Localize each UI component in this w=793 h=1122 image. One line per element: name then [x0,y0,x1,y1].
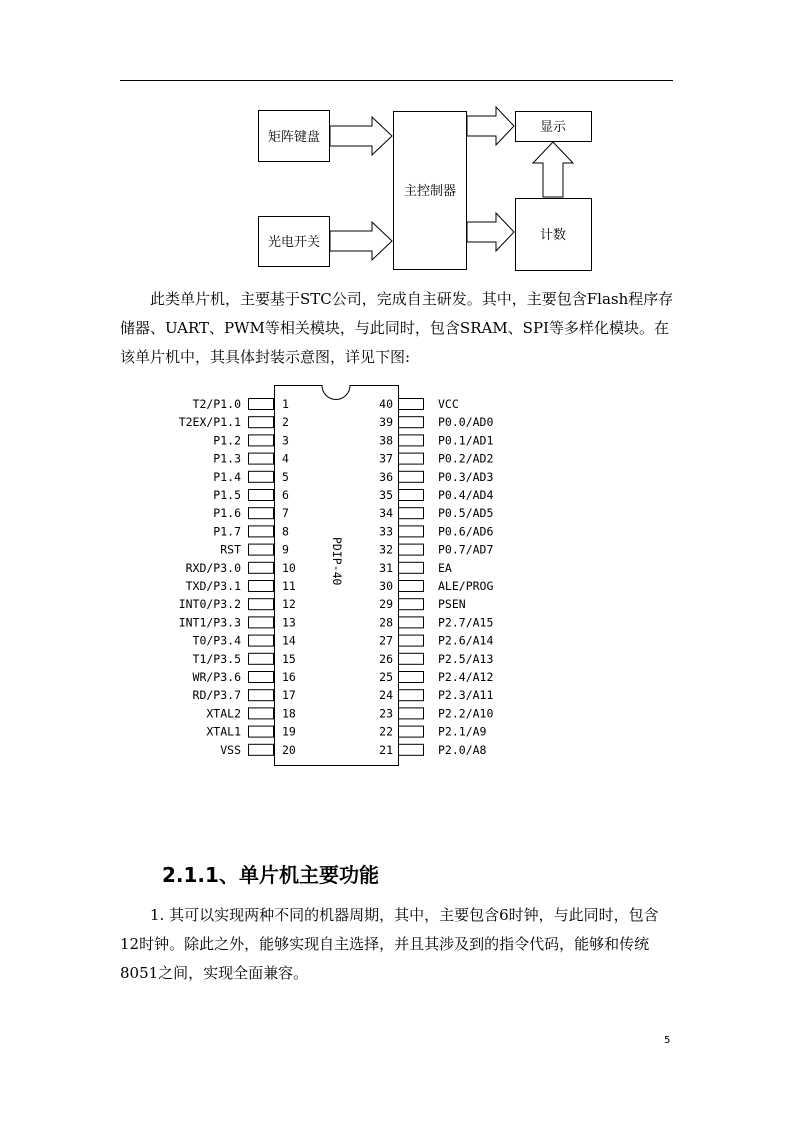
right-pin-label: P2.2/A10 [438,706,494,721]
left-pin-box [249,653,274,664]
right-pin-box [399,508,424,519]
left-pin-label: T1/P3.5 [192,651,241,666]
right-pin-label: P0.1/AD1 [438,433,494,448]
right-pin-number: 31 [379,560,393,575]
right-pin-label: ALE/PROG [438,579,494,593]
right-pin-label: P2.4/A12 [438,670,494,684]
right-pin-label: P0.7/AD7 [438,542,494,557]
right-pin-number: 37 [379,451,393,466]
right-pin-label: P0.2/AD2 [438,451,494,466]
right-pin-number: 24 [379,688,393,703]
right-pin-label: P2.7/A15 [438,615,494,630]
left-pin-box [249,526,274,537]
right-pin-box [399,399,424,410]
left-pin-box [249,581,274,592]
counter-label: 计数 [539,228,567,243]
left-pin-label: T2/P1.0 [192,397,241,411]
left-pin-box [249,435,274,446]
right-pin-box [399,635,424,646]
left-pin-label: TXD/P3.1 [185,579,241,593]
left-pin-number: 17 [282,688,296,703]
left-pin-box [249,453,274,464]
left-pin-box [249,635,274,646]
right-pin-number: 35 [379,488,393,502]
left-pin-label: RD/P3.7 [192,688,241,703]
left-pin-number: 11 [282,579,296,593]
left-pin-number: 18 [282,706,296,721]
right-pin-number: 36 [379,469,393,484]
right-pin-box [399,526,424,537]
right-pin-label: P2.6/A14 [438,633,494,648]
left-pin-label: WR/P3.6 [192,670,241,684]
left-pin-label: P1.4 [213,469,241,484]
right-pin-box [399,726,424,737]
left-pin-label: XTAL1 [206,724,241,739]
right-pin-number: 32 [379,542,393,557]
right-pin-box [399,544,424,555]
right-pin-label: P2.0/A8 [438,742,487,757]
right-pin-label: PSEN [438,597,466,612]
left-pin-label: T2EX/P1.1 [178,415,241,430]
package-label: PDIP-40 [330,537,344,586]
right-pin-number: 27 [379,633,393,648]
right-pin-box [399,653,424,664]
right-pin-box [399,599,424,610]
left-pin-label: RXD/P3.0 [185,560,241,575]
left-pin-number: 10 [282,560,296,575]
right-pin-label: P2.3/A11 [438,688,494,703]
left-pin-label: P1.2 [213,433,241,448]
left-pin-number: 8 [282,524,289,539]
right-pin-number: 29 [379,597,393,612]
left-pin-number: 9 [282,542,289,557]
left-pin-box [249,399,274,410]
left-pin-box [249,726,274,737]
right-pin-box [399,690,424,701]
left-pin-label: P1.3 [213,451,241,466]
left-pin-number: 2 [282,415,289,430]
right-pin-label: VCC [438,397,459,411]
right-pin-box [399,435,424,446]
right-pin-number: 22 [379,724,393,739]
left-pin-box [249,690,274,701]
section-heading: 2.1.1、单片机主要功能 [162,863,379,887]
right-pin-number: 28 [379,615,393,630]
left-pin-label: VSS [220,742,241,757]
right-pin-number: 23 [379,706,393,721]
right-pin-label: P0.0/AD0 [438,415,494,430]
right-pin-box [399,581,424,592]
left-pin-box [249,471,274,482]
right-pin-label: P2.5/A13 [438,651,494,666]
left-pin-number: 1 [282,397,289,411]
left-pin-box [249,599,274,610]
right-pin-box [399,708,424,719]
right-pin-label: P0.3/AD3 [438,469,494,484]
controller-label: 主控制器 [403,184,457,199]
left-pin-label: P1.5 [213,488,241,502]
left-pin-label: P1.6 [213,506,241,521]
right-pin-box [399,490,424,501]
left-pin-number: 13 [282,615,296,630]
left-pin-box [249,490,274,501]
display-label: 显示 [539,120,567,135]
body-paragraph-2 [120,901,676,988]
left-pin-label: XTAL2 [206,706,241,721]
left-pin-box [249,744,274,755]
left-pin-number: 14 [282,633,296,648]
right-pin-number: 30 [379,579,393,593]
para1-text: 此类单片机，主要基于STC公司，完成自主研发。其中，主要包含Flash程序存储器、UART、PWM等相关模块，与此同时，包含SRAM、SPI等多样化模块。在该单片机中，其具体封装示意图，详见下图: [120,290,674,366]
right-pin-number: 38 [379,433,393,448]
left-pin-number: 3 [282,433,289,448]
left-pin-box [249,617,274,628]
left-pin-box [249,544,274,555]
right-pin-number: 25 [379,670,393,684]
right-pin-number: 40 [379,397,393,411]
right-pin-box [399,562,424,573]
left-pin-box [249,562,274,573]
sensor-label: 光电开关 [267,235,321,250]
left-pin-box [249,417,274,428]
left-pin-number: 6 [282,488,289,502]
left-pin-box [249,672,274,683]
right-pin-box [399,744,424,755]
right-pin-label: P0.4/AD4 [438,488,494,502]
right-pin-number: 34 [379,506,393,521]
right-pin-box [399,672,424,683]
left-pin-number: 12 [282,597,296,612]
left-pin-label: P1.7 [213,524,241,539]
right-pin-box [399,417,424,428]
keypad-label: 矩阵键盘 [267,130,321,145]
left-pin-label: T0/P3.4 [192,633,241,648]
para2-text: 1. 其可以实现两种不同的机器周期，其中，主要包含6时钟，与此同时，包含12时钟。除此之外，能够实现自主选择，并且其涉及到的指令代码，能够和传统8051之间，实现全面兼容。 [120,906,659,982]
left-pin-box [249,708,274,719]
left-pin-number: 20 [282,742,296,757]
left-pin-number: 5 [282,469,289,484]
left-pin-number: 16 [282,670,296,684]
right-pin-label: EA [438,560,452,575]
right-pin-number: 21 [379,742,393,757]
left-pin-label: RST [220,542,241,557]
right-pin-label: P0.5/AD5 [438,506,494,521]
right-pin-label: P2.1/A9 [438,724,487,739]
right-pin-number: 33 [379,524,393,539]
right-pin-box [399,617,424,628]
page-number: 5 [664,1035,671,1046]
left-pin-number: 15 [282,651,296,666]
right-pin-label: P0.6/AD6 [438,524,494,539]
left-pin-number: 19 [282,724,296,739]
left-pin-label: INT0/P3.2 [178,597,241,612]
right-pin-box [399,453,424,464]
left-pin-number: 7 [282,506,289,521]
left-pin-number: 4 [282,451,289,466]
right-pin-number: 39 [379,415,393,430]
left-pin-label: INT1/P3.3 [178,615,241,630]
left-pin-box [249,508,274,519]
right-pin-box [399,471,424,482]
right-pin-number: 26 [379,651,393,666]
